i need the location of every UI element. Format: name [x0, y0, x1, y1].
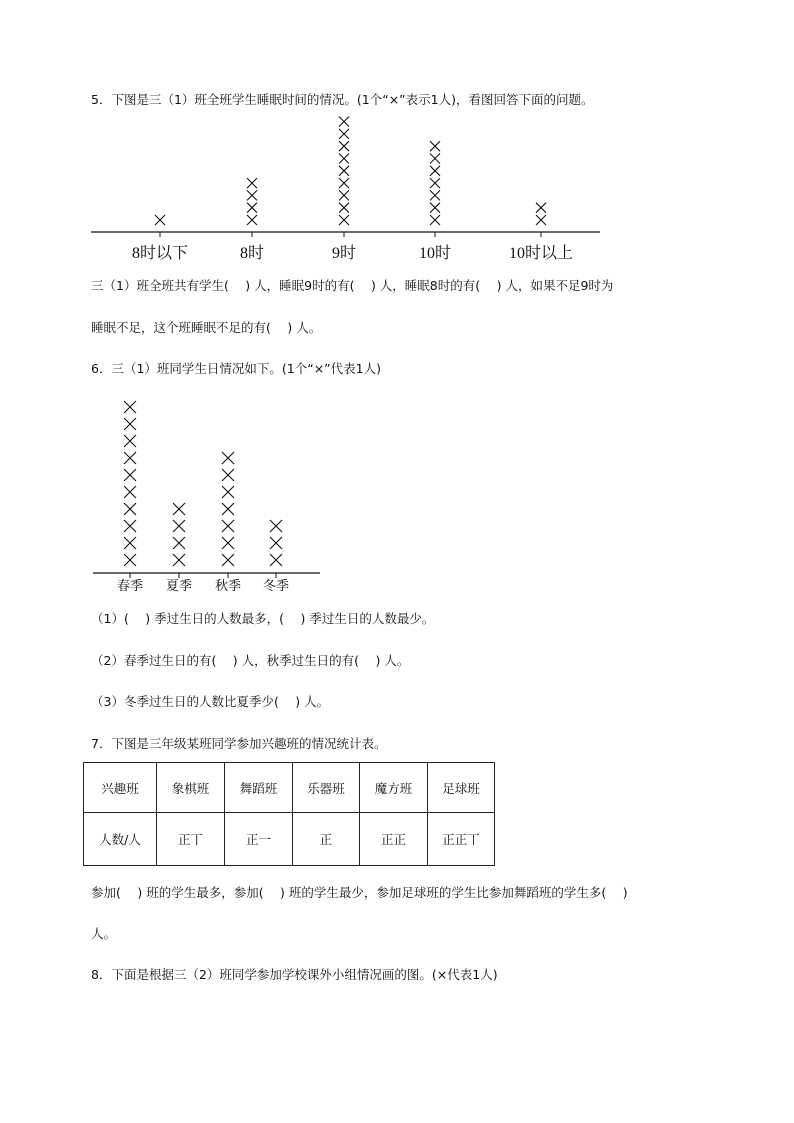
- table-header-cell: 兴趣班: [84, 763, 157, 813]
- cross-mark: [339, 203, 349, 213]
- q6-subquestion-3: （3）冬季过生日的人数比夏季少( ) 人。: [91, 694, 330, 709]
- cross-mark: [430, 190, 440, 200]
- cross-mark: [430, 215, 440, 225]
- table-header-cell: 象棋班: [157, 763, 225, 813]
- table-header-cell: 舞蹈班: [225, 763, 293, 813]
- cross-mark: [536, 215, 546, 225]
- cross-mark: [339, 154, 349, 164]
- q7-question-line1: 参加( ) 班的学生最多，参加( ) 班的学生最少，参加足球班的学生比参加舞蹈班的学生多( ): [91, 885, 628, 900]
- category-label: 春季: [116, 578, 144, 593]
- birthday-dot-plot: [0, 380, 794, 600]
- category-label: 夏季: [165, 578, 193, 593]
- category-label: 9时: [331, 245, 357, 262]
- cross-mark: [430, 166, 440, 176]
- q5-question-line2: 睡眠不足，这个班睡眠不足的有( ) 人。: [91, 320, 322, 335]
- cross-mark: [430, 154, 440, 164]
- category-label: 冬季: [262, 578, 290, 593]
- cross-mark: [173, 503, 185, 515]
- cross-mark: [124, 435, 136, 447]
- table-cell: 正正丅: [428, 813, 495, 866]
- cross-mark: [247, 215, 257, 225]
- q6-subquestion-1: （1）( ) 季过生日的人数最多，( ) 季过生日的人数最少。: [91, 611, 435, 626]
- category-label: 8时以下: [131, 245, 189, 262]
- cross-mark: [124, 537, 136, 549]
- cross-mark: [222, 537, 234, 549]
- cross-mark: [222, 452, 234, 464]
- table-cell: 正一: [225, 813, 293, 866]
- category-label: 秋季: [214, 578, 242, 593]
- cross-mark: [222, 520, 234, 532]
- cross-mark: [270, 520, 282, 532]
- category-label: 10时以上: [508, 245, 574, 262]
- cross-mark: [270, 537, 282, 549]
- cross-mark: [222, 554, 234, 566]
- q5-title: 5．下图是三（1）班全班学生睡眠时间的情况。(1个“×”表示1人)，看图回答下面的问题。: [91, 92, 594, 107]
- cross-mark: [173, 520, 185, 532]
- table-header-cell: 足球班: [428, 763, 495, 813]
- cross-mark: [247, 178, 257, 188]
- table-cell: 正正: [360, 813, 428, 866]
- cross-mark: [339, 141, 349, 151]
- cross-mark: [173, 554, 185, 566]
- sleep-dot-plot: [0, 0, 794, 280]
- cross-mark: [124, 554, 136, 566]
- table-header-cell: 乐器班: [293, 763, 360, 813]
- cross-mark: [124, 452, 136, 464]
- cross-mark: [430, 203, 440, 213]
- cross-mark: [124, 520, 136, 532]
- interest-class-table: [83, 762, 495, 866]
- cross-mark: [339, 117, 349, 127]
- q7-question-line2: 人。: [91, 926, 117, 941]
- cross-mark: [247, 190, 257, 200]
- category-label: 10时: [418, 245, 452, 262]
- table-cell: 人数/人: [84, 813, 157, 866]
- cross-mark: [536, 203, 546, 213]
- cross-mark: [270, 554, 282, 566]
- cross-mark: [222, 503, 234, 515]
- cross-mark: [124, 486, 136, 498]
- q6-title: 6．三（1）班同学生日情况如下。(1个“×”代表1人): [91, 361, 381, 376]
- cross-mark: [339, 178, 349, 188]
- cross-mark: [339, 166, 349, 176]
- cross-mark: [173, 537, 185, 549]
- table-header-cell: 魔方班: [360, 763, 428, 813]
- table-cell: 正丅: [157, 813, 225, 866]
- category-label: 8时: [239, 245, 265, 262]
- cross-mark: [124, 469, 136, 481]
- cross-mark: [124, 418, 136, 430]
- cross-mark: [339, 190, 349, 200]
- q7-title: 7．下图是三年级某班同学参加兴趣班的情况统计表。: [91, 736, 387, 751]
- cross-mark: [339, 215, 349, 225]
- cross-mark: [339, 129, 349, 139]
- cross-mark: [155, 215, 165, 225]
- cross-mark: [430, 141, 440, 151]
- q5-question-line1: 三（1）班全班共有学生( ) 人，睡眠9时的有( ) 人，睡眠8时的有( ) 人，如果不足9时为: [91, 278, 614, 293]
- cross-mark: [124, 401, 136, 413]
- cross-mark: [222, 486, 234, 498]
- table-row: [84, 813, 495, 866]
- q6-subquestion-2: （2）春季过生日的有( ) 人，秋季过生日的有( ) 人。: [91, 653, 410, 668]
- cross-mark: [247, 203, 257, 213]
- cross-mark: [124, 503, 136, 515]
- q8-title: 8．下面是根据三（2）班同学参加学校课外小组情况画的图。(×代表1人): [91, 967, 498, 982]
- cross-mark: [430, 178, 440, 188]
- table-cell: 正: [293, 813, 360, 866]
- table-header-row: [84, 763, 495, 813]
- cross-mark: [222, 469, 234, 481]
